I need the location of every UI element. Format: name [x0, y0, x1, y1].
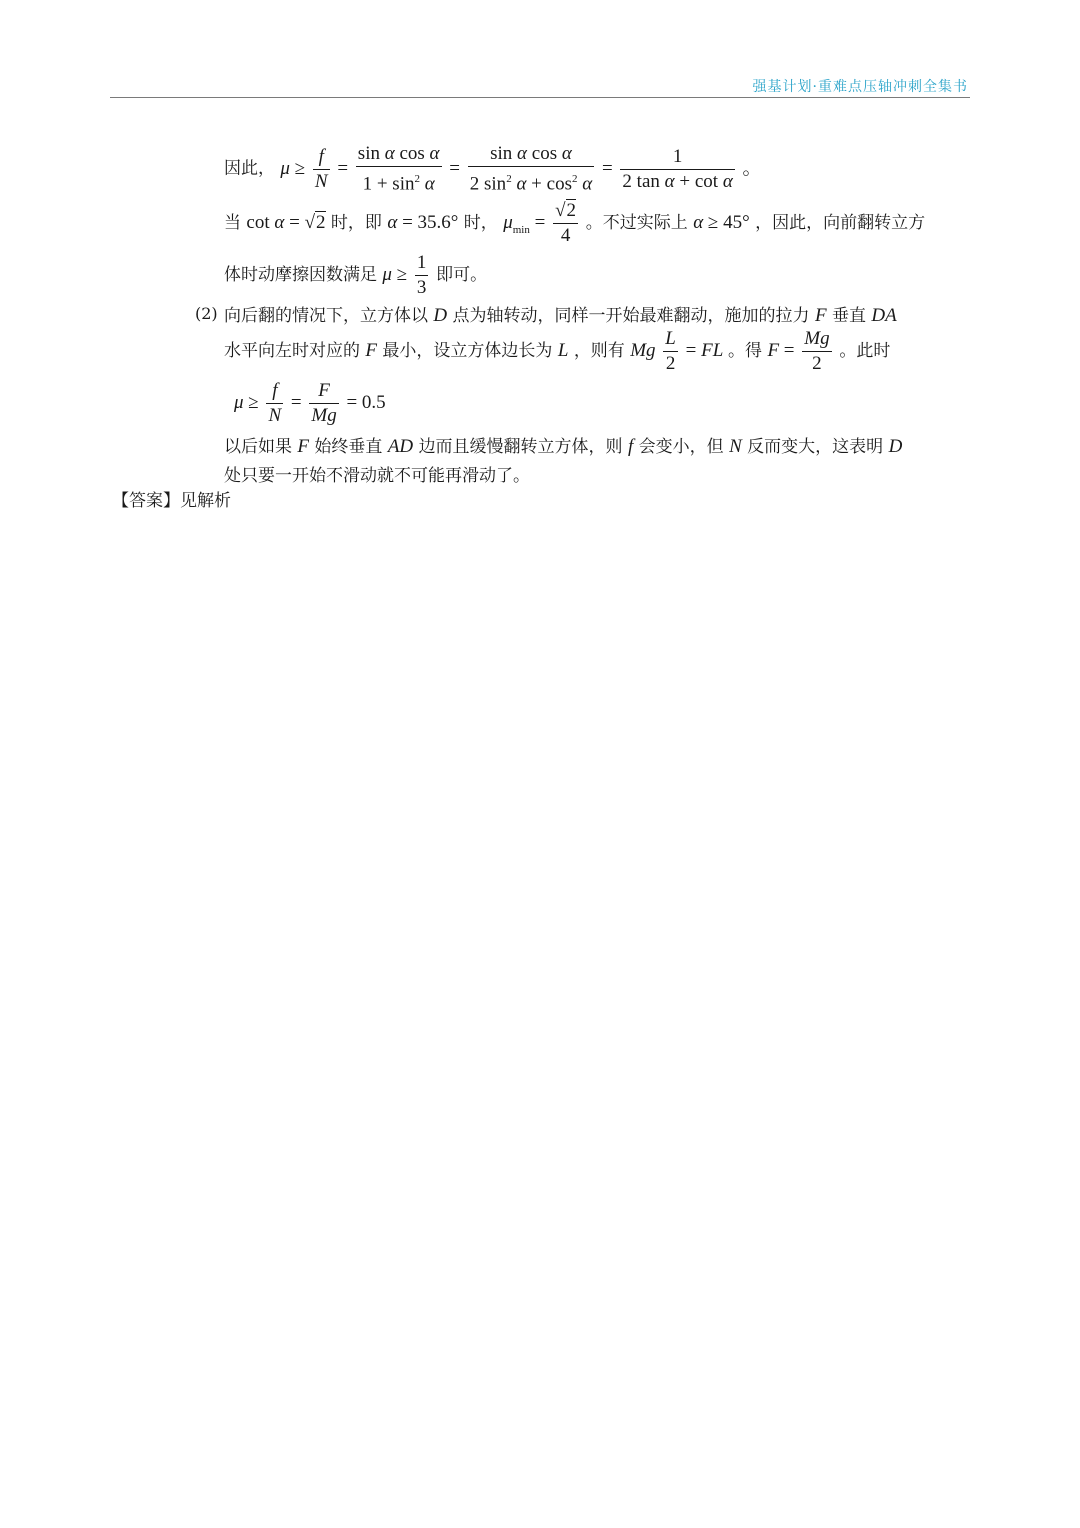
math-f: f	[627, 436, 634, 457]
equation-line-3	[224, 252, 487, 299]
text-p2-1: 向后翻的情况下，立方体以	[224, 306, 428, 326]
text-when: 当	[224, 212, 241, 233]
text-namely: 时，即	[330, 212, 382, 233]
text-p2-1c: 垂直	[831, 306, 866, 326]
part-2-label: (2)	[195, 304, 218, 323]
text-p2-4b: 始终垂直	[314, 437, 383, 457]
text-p2-5: 处只要一开始不滑动就不可能再滑动了。	[224, 466, 530, 486]
text-p2-2b: 最小，设立方体边长为	[382, 340, 553, 361]
math-mu-third: μ ≥ $\frac{1}{3}$	[382, 252, 427, 298]
answer-line: 【答案】见解析	[112, 491, 231, 511]
equation-line-1	[224, 143, 762, 195]
text-p2-2d: 。得	[728, 340, 763, 361]
math-torque: Mg $\frac{L}{2}$ = FL	[630, 328, 724, 374]
text-p2-4d: 会变小，但	[638, 437, 724, 457]
math-F-2: F	[365, 339, 378, 361]
text-p2-4e: 反而变大，这表明	[747, 437, 884, 457]
equation-line-2	[224, 200, 925, 247]
math-F-3: F	[297, 436, 310, 457]
math-N: N	[729, 436, 742, 457]
header-rule	[110, 97, 970, 98]
part-2-line-4	[224, 432, 902, 458]
math-D-2: D	[888, 436, 903, 457]
text-p2-1b: 点为轴转动，同样一开始最难翻动，施加的拉力	[452, 306, 810, 326]
text-therefore: 因此，	[224, 158, 275, 179]
part-2-line-2	[224, 328, 890, 375]
math-F: F	[814, 305, 827, 326]
math-mu-min: $\mu_{min}$ = $\frac{√2}{4}$	[503, 200, 577, 246]
math-D: D	[433, 305, 448, 326]
text-time: 时，	[463, 212, 498, 233]
part-2-line-1	[224, 301, 897, 327]
math-AD: AD	[387, 436, 414, 457]
math-F-result: F = $\frac{Mg}{2}$	[767, 328, 830, 374]
text-p2-2e: 。此时	[839, 340, 891, 361]
math-DA: DA	[871, 305, 897, 326]
text-forward-flip: ，因此，向前翻转立方	[755, 212, 926, 233]
text-p2-4a: 以后如果	[224, 437, 292, 457]
math-L: L	[557, 339, 569, 361]
text-actually: 。不过实际上	[585, 212, 688, 233]
text-friction-condition: 体时动摩擦因数满足	[224, 264, 377, 285]
math-expression-1: μ ≥ $\frac{f}{N}$ = $\frac{\text{sin α cos α}}{1 + \sin^2 \alpha}$ = $\frac{\text{sin α cos α}}{2 \sin^2 \alpha + \cos^2 \alpha}$ = $\frac{1}{\text{2 tan α + cot α}}$ 。	[280, 143, 762, 195]
text-p2-2c: ，则有	[573, 340, 625, 361]
text-p2-4c: 边而且缓慢翻转立方体，则	[418, 437, 623, 457]
header-title: 强基计划·重难点压轴冲刺全集书	[752, 79, 968, 95]
text-p2-2a: 水平向左时对应的	[224, 340, 360, 361]
part-2-line-5	[224, 461, 530, 486]
math-alpha-45: α ≥ 45°	[693, 211, 750, 233]
part-2-line-3	[234, 380, 386, 427]
text-suffices: 即可。	[436, 264, 488, 285]
math-mu-half: μ ≥ $\frac{f}{N}$ = $\frac{F}{Mg}$ = 0.5	[234, 380, 386, 426]
math-cot: cot α = √2	[246, 211, 326, 233]
math-alpha-value: α = 35.6°	[387, 211, 459, 233]
